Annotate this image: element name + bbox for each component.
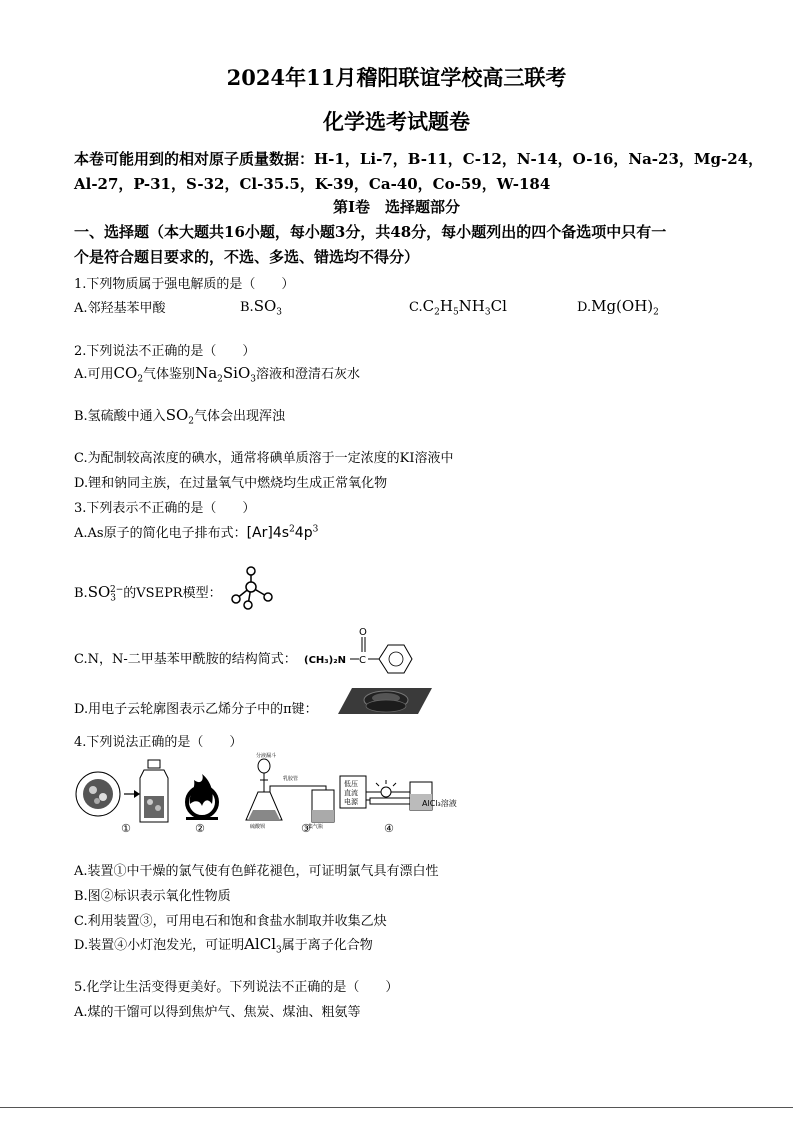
exam-subtitle: 化学选考试题卷 bbox=[323, 109, 470, 134]
q1-option-c: $C.C_2H_5NH_3Cl$ bbox=[409, 297, 507, 318]
q4-option-d: D.装置④小灯泡发光，可证明AlCl$_3$属于离子化合物 bbox=[74, 935, 373, 956]
section-instructions-2: 个是符合题目要求的，不选、多选、错选均不得分） bbox=[74, 248, 420, 266]
q1-option-b: $B.SO_3$ bbox=[240, 297, 282, 318]
page-footer-rule bbox=[0, 1107, 793, 1108]
atomic-mass-line-2: Al-27，P-31，S-32，Cl-35.5，K-39，Ca-40，Co-59，W-184 bbox=[74, 175, 551, 193]
figure-label-4: ④ bbox=[384, 822, 394, 835]
fig3-flask-label: 硫酸钡 bbox=[250, 824, 266, 830]
pi-bond-cloud-image bbox=[336, 684, 434, 718]
volume-title: 第Ⅰ卷 选择题部分 bbox=[332, 198, 461, 216]
section-instructions-1: 一、选择题（本大题共16小题，每小题3分，共48分，每小题列出的四个备选项中只有一 bbox=[74, 223, 667, 241]
q5-option-a: A.煤的干馏可以得到焦炉气、焦炭、煤油、粗氨等 bbox=[74, 1005, 361, 1020]
fig4-source-line-3: 电源 bbox=[344, 798, 358, 806]
q4-option-a: A.装置①中干燥的氯气使有色鲜花褪色，可证明氯气具有漂白性 bbox=[74, 864, 439, 879]
q5-stem: 5.化学让生活变得更美好。下列说法不正确的是（ ） bbox=[74, 980, 399, 995]
fig4-source-line-1: 低压 bbox=[344, 780, 358, 788]
q2-option-b: B.氢硫酸中通入$SO_2$气体会出现浑浊 bbox=[74, 406, 286, 427]
q2-option-a: A.可用$CO_2$气体鉴别$Na_2SiO_3$溶液和澄清石灰水 bbox=[74, 364, 360, 385]
q3-stem: 3.下列表示不正确的是（ ） bbox=[74, 501, 256, 516]
figure-label-2: ② bbox=[195, 822, 205, 835]
amine-group-label: (CH₃)₂N bbox=[304, 655, 346, 666]
q1-option-a: A.邻羟基苯甲酸 bbox=[74, 301, 166, 316]
q2-option-c: C.为配制较高浓度的碘水，通常将碘单质溶于一定浓度的KI溶液中 bbox=[74, 451, 454, 466]
q4-apparatus-figure bbox=[74, 750, 478, 836]
q1-option-d: $D.Mg(OH)_2$ bbox=[577, 297, 659, 318]
apparatus-4 bbox=[340, 776, 457, 810]
amide-structure-image bbox=[304, 625, 414, 680]
fig4-solution-label: AlCl₃溶液 bbox=[422, 799, 457, 808]
apparatus-1 bbox=[76, 760, 168, 822]
fig4-source-line-2: 直流 bbox=[344, 789, 358, 797]
q3-option-d: D.用电子云轮廓图表示乙烯分子中的π键： bbox=[74, 702, 318, 717]
figure-label-3: ③ bbox=[301, 822, 311, 835]
fig3-funnel-label: 分液漏斗 bbox=[256, 753, 277, 759]
atomic-mass-line-1: 本卷可能用到的相对原子质量数据：H-1，Li-7，B-11，C-12，N-14，O-16，Na-23，Mg-24， bbox=[74, 150, 764, 168]
q1-stem: 1.下列物质属于强电解质的是（ ） bbox=[74, 277, 295, 292]
q2-stem: 2.下列说法不正确的是（ ） bbox=[74, 344, 256, 359]
q4-option-b: B.图②标识表示氧化性物质 bbox=[74, 889, 231, 904]
exam-title: 2024年11月稽阳联谊学校高三联考 bbox=[226, 65, 567, 90]
apparatus-3 bbox=[246, 752, 334, 830]
q4-option-c: C.利用装置③，可用电石和饱和食盐水制取并收集乙炔 bbox=[74, 914, 387, 929]
q3-option-b: $B.SO_3^{2-}$的VSEPR模型： bbox=[74, 583, 222, 604]
carbonyl-oxygen-label: O bbox=[359, 627, 367, 638]
vsepr-model-image bbox=[226, 565, 276, 611]
fig3-rubber-label: 乳胶管 bbox=[283, 776, 299, 782]
carbonyl-carbon-label: C bbox=[359, 655, 366, 666]
q2-option-d: D.锂和钠同主族，在过量氧气中燃烧均生成正常氧化物 bbox=[74, 476, 388, 491]
figure-label-1: ① bbox=[121, 822, 131, 835]
q3-option-c: C.N，N-二甲基苯甲酰胺的结构简式： bbox=[74, 652, 297, 667]
q4-stem: 4.下列说法正确的是（ ） bbox=[74, 735, 243, 750]
q3-option-a: A.As原子的简化电子排布式：$[Ar]4s^24p^3$ bbox=[74, 524, 319, 541]
apparatus-2 bbox=[186, 774, 218, 820]
fig3-gas-label: 集气瓶 bbox=[308, 824, 324, 830]
